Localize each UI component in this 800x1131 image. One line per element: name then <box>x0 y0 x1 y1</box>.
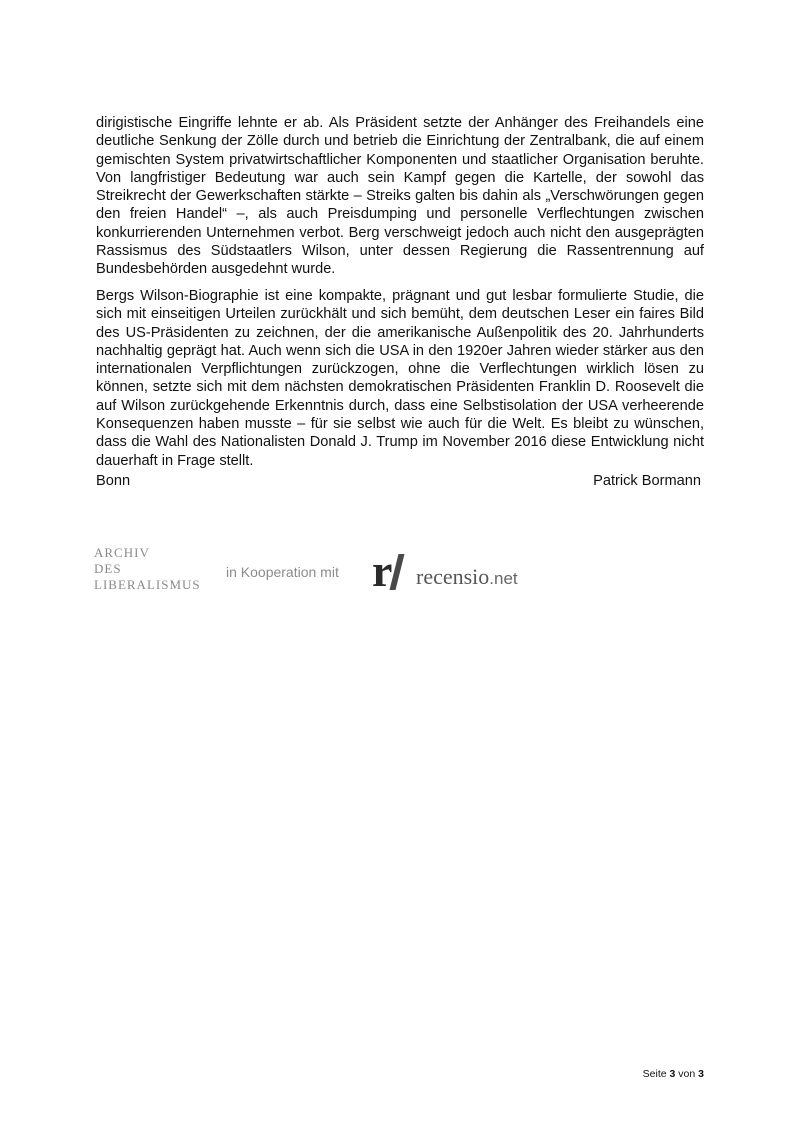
body-paragraph-1: dirigistische Eingriffe lehnte er ab. Als Präsident setzte der Anhänger des Freihandels eine deutliche Senkung der Zölle durch und betrieb die Einrichtung der Zentralbank, die auf einem gemischten System privatwirtschaftlicher Komponenten und staatlicher Organisation beruhte. Von langfristiger Bedeutung war auch sein Kampf gegen die Kartelle, der sowohl das Streikrecht der Gewerkschaften stärkte – Streiks galten bis dahin als „Verschwörungen gegen den freien Handel“ –, als auch Preisdumping und personelle Verflechtungen zwischen konkurrierenden Unternehmen verbot. Berg verschweigt jedoch auch nicht den ausgeprägten Rassismus des Südstaatlers Wilson, unter dessen Regierung die Rassentrennung auf Bundesbehörden ausgedehnt wurde. <box>96 115 704 278</box>
page-footer <box>643 1068 704 1080</box>
cooperation-text: in Kooperation mit <box>226 564 339 580</box>
recensio-name: recensio <box>416 564 490 589</box>
footer-prefix: Seite <box>642 1068 667 1080</box>
body-paragraph-2: Bergs Wilson-Biographie ist eine kompakte, prägnant und gut lesbar formulierte Studie, die sich mit einseitigen Urteilen zurückhält und sich bemüht, dem deutschen Leser ein faires Bild des US-Präsidenten zu zeichnen, der die amerikanische Außenpolitik des 20. Jahrhunderts nachhaltig geprägt hat. Auch wenn sich die USA in den 1920er Jahren wieder stärker aus den internationalen Verpflichtungen zurückzogen, ohne die Verflechtungen wirklich lösen zu können, setzte sich mit dem nächsten demokratischen Präsidenten Franklin D. Roosevelt die auf Wilson zurückgehende Erkenntnis durch, dass eine Selbstisolation der USA verheerende Konsequenzen haben musste – für sie selbst wie auch für die Welt. Es bleibt zu wünschen, dass die Wahl des Nationalisten Donald J. Trump im November 2016 diese Entwicklung nicht dauerhaft in Frage stellt. <box>96 288 704 469</box>
recensio-wordmark <box>416 566 518 588</box>
signature-author: Patrick Bormann <box>593 473 701 489</box>
archiv-logo-line-2: DES <box>94 561 122 576</box>
footer-separator: von <box>678 1068 696 1080</box>
archiv-logo-line-3: LIBERALISMUS <box>94 577 201 592</box>
footer-total-pages: 3 <box>698 1068 704 1080</box>
signature-place: Bonn <box>96 473 131 489</box>
footer-current-page: 3 <box>669 1068 676 1080</box>
recensio-letter: r <box>372 545 393 596</box>
archiv-logo-line-1: ARCHIV <box>94 545 150 560</box>
recensio-mark-icon <box>372 545 412 596</box>
recensio-logo <box>372 545 518 596</box>
recensio-tld: .net <box>489 569 518 588</box>
archiv-des-liberalismus-logo <box>94 545 201 593</box>
